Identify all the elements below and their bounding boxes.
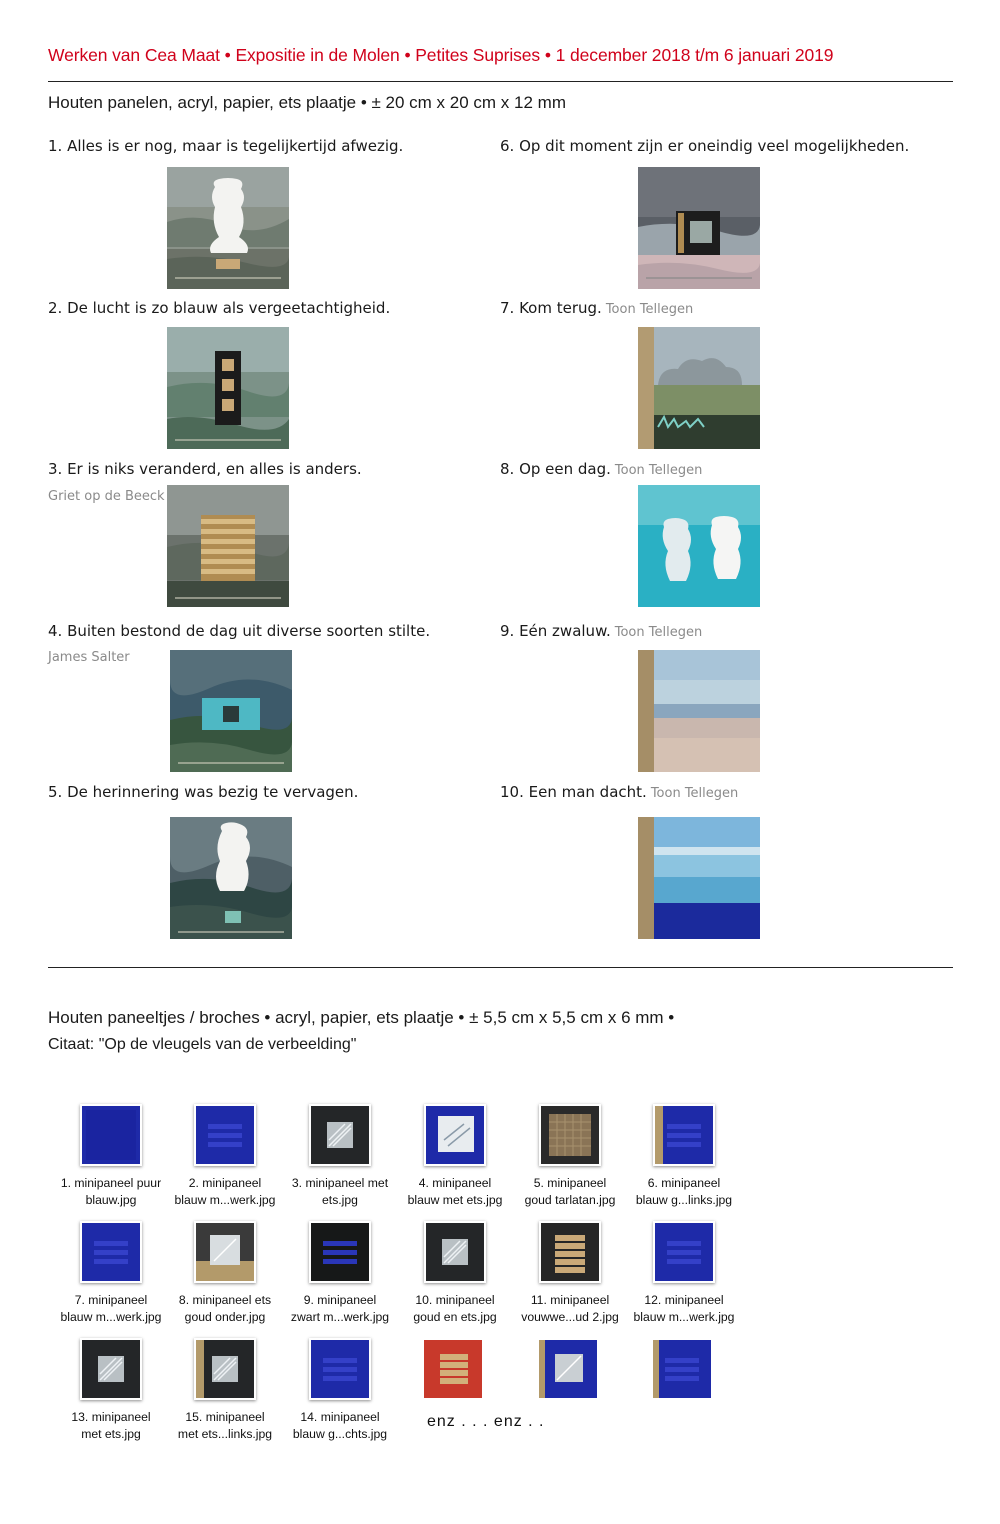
work-caption-7 <box>500 299 693 317</box>
work-caption-7-title: 7. Kom terug. <box>500 299 602 317</box>
thumbnail-11-label <box>512 1292 628 1326</box>
work-author-4: James Salter <box>48 650 130 665</box>
thumbnail-label-line2: goud onder.jpg <box>184 1310 266 1324</box>
work-caption-5: 5. De herinnering was bezig te vervagen. <box>48 783 359 801</box>
thumbnail-label-line2: ets.jpg <box>322 1193 358 1207</box>
thumbnail-label-line1: 3. minipaneel met <box>291 1176 389 1190</box>
thumbnail-8-label <box>167 1292 283 1326</box>
thumbnail-2-image[interactable] <box>194 1104 256 1166</box>
artwork-7-image <box>638 327 760 449</box>
thumbnail-label-line1: 10. minipaneel <box>415 1293 495 1307</box>
thumbnail-17-image <box>539 1340 597 1398</box>
thumbnail-5-image[interactable] <box>539 1104 601 1166</box>
work-caption-8 <box>500 460 702 478</box>
thumbnail-1-label <box>53 1175 169 1209</box>
thumbnail-label-line1: 15. minipaneel <box>185 1410 265 1424</box>
thumbnail-8-image[interactable] <box>194 1221 256 1283</box>
thumbnail-6-image[interactable] <box>653 1104 715 1166</box>
thumbnail-10-label <box>397 1292 513 1326</box>
middle-divider <box>48 967 953 968</box>
thumbnail-3-label <box>282 1175 398 1209</box>
thumbnail-label-line1: 1. minipaneel puur <box>60 1176 162 1190</box>
enz-text: enz . . . enz . . <box>427 1413 545 1430</box>
thumbnail-4-label <box>397 1175 513 1209</box>
work-caption-2: 2. De lucht is zo blauw als vergeetachtigheid. <box>48 299 391 317</box>
work-caption-8-title: 8. Op een dag. <box>500 460 611 478</box>
thumbnail-label-line1: 11. minipaneel <box>530 1293 610 1307</box>
thumbnail-label-line2: zwart m...werk.jpg <box>290 1310 390 1324</box>
section2-quote: Citaat: "Op de vleugels van de verbeelding" <box>48 1036 357 1053</box>
thumbnail-label-line2: blauw m...werk.jpg <box>60 1310 162 1324</box>
work-author-7: Toon Tellegen <box>605 302 694 317</box>
thumbnail-label-line1: 4. minipaneel <box>418 1176 492 1190</box>
section1-subtitle: Houten panelen, acryl, papier, ets plaatje • ± 20 cm x 20 cm x 12 mm <box>48 93 566 112</box>
artwork-4-image <box>170 650 292 772</box>
page-title: Werken van Cea Maat • Expositie in de Molen • Petites Suprises • 1 december 2018 t/m 6 januari 2019 <box>48 45 834 65</box>
thumbnail-11-image[interactable] <box>539 1221 601 1283</box>
thumbnail-13-label <box>53 1409 169 1443</box>
thumbnail-label-line2: blauw m...werk.jpg <box>633 1310 735 1324</box>
thumbnail-label-line2: met ets...links.jpg <box>177 1427 273 1441</box>
thumbnail-label-line1: 12. minipaneel <box>644 1293 724 1307</box>
work-caption-10 <box>500 783 738 801</box>
thumbnail-10-image[interactable] <box>424 1221 486 1283</box>
thumbnail-15-label <box>282 1409 398 1443</box>
thumbnail-label-line2: blauw g...chts.jpg <box>292 1427 388 1441</box>
artwork-9-image <box>638 650 760 772</box>
work-author-3: Griet op de Beeck <box>48 489 165 504</box>
artwork-5-image <box>170 817 292 939</box>
thumbnail-14-image[interactable] <box>194 1338 256 1400</box>
work-author-8: Toon Tellegen <box>614 463 703 478</box>
thumbnail-label-line2: goud en ets.jpg <box>413 1310 497 1324</box>
work-caption-10-title: 10. Een man dacht. <box>500 783 647 801</box>
artwork-8-image <box>638 485 760 607</box>
work-caption-4: 4. Buiten bestond de dag uit diverse soorten stilte. <box>48 622 431 640</box>
thumbnail-9-image[interactable] <box>309 1221 371 1283</box>
work-author-10: Toon Tellegen <box>650 786 739 801</box>
top-divider <box>48 81 953 82</box>
thumbnail-6-label <box>626 1175 742 1209</box>
thumbnail-7-image[interactable] <box>80 1221 142 1283</box>
thumbnail-label-line1: 13. minipaneel <box>71 1410 151 1424</box>
section2-subtitle: Houten paneeltjes / broches • acryl, papier, ets plaatje • ± 5,5 cm x 5,5 cm x 6 mm • <box>48 1008 675 1027</box>
thumbnail-label-line2: met ets.jpg <box>81 1427 141 1441</box>
work-caption-9-title: 9. Eén zwaluw. <box>500 622 611 640</box>
artwork-3-image <box>167 485 289 607</box>
thumbnail-label-line2: blauw m...werk.jpg <box>174 1193 276 1207</box>
thumbnail-14-label <box>167 1409 283 1443</box>
work-author-9: Toon Tellegen <box>614 625 703 640</box>
thumbnail-5-label <box>512 1175 628 1209</box>
thumbnail-3-image[interactable] <box>309 1104 371 1166</box>
thumbnail-label-line1: 2. minipaneel <box>188 1176 262 1190</box>
thumbnail-label-line1: 6. minipaneel <box>647 1176 721 1190</box>
thumbnail-label-line2: blauw met ets.jpg <box>407 1193 503 1207</box>
thumbnail-label-line2: blauw.jpg <box>85 1193 137 1207</box>
thumbnail-16-image <box>424 1340 482 1398</box>
artwork-2-image <box>167 327 289 449</box>
thumbnail-13-image[interactable] <box>80 1338 142 1400</box>
thumbnail-15-image[interactable] <box>309 1338 371 1400</box>
thumbnail-label-line2: blauw g...links.jpg <box>635 1193 733 1207</box>
work-caption-6: 6. Op dit moment zijn er oneindig veel mogelijkheden. <box>500 137 910 155</box>
thumbnail-7-label <box>53 1292 169 1326</box>
thumbnail-label-line1: 5. minipaneel <box>533 1176 607 1190</box>
thumbnail-9-label <box>282 1292 398 1326</box>
thumbnail-1-image[interactable] <box>80 1104 142 1166</box>
thumbnail-label-line2: vouwwe...ud 2.jpg <box>521 1310 619 1324</box>
thumbnail-label-line1: 8. minipaneel ets <box>178 1293 272 1307</box>
thumbnail-2-label <box>167 1175 283 1209</box>
thumbnail-label-line1: 14. minipaneel <box>300 1410 380 1424</box>
thumbnail-label-line1: 7. minipaneel <box>74 1293 148 1307</box>
thumbnail-4-image[interactable] <box>424 1104 486 1166</box>
work-caption-1: 1. Alles is er nog, maar is tegelijkertijd afwezig. <box>48 137 404 155</box>
thumbnail-12-image[interactable] <box>653 1221 715 1283</box>
work-caption-9 <box>500 622 702 640</box>
thumbnail-label-line2: goud tarlatan.jpg <box>524 1193 616 1207</box>
artwork-6-image <box>638 167 760 289</box>
work-caption-3: 3. Er is niks veranderd, en alles is anders. <box>48 460 362 478</box>
artwork-1-image <box>167 167 289 289</box>
thumbnail-18-image <box>653 1340 711 1398</box>
thumbnail-12-label <box>626 1292 742 1326</box>
artwork-10-image <box>638 817 760 939</box>
thumbnail-label-line1: 9. minipaneel <box>303 1293 377 1307</box>
